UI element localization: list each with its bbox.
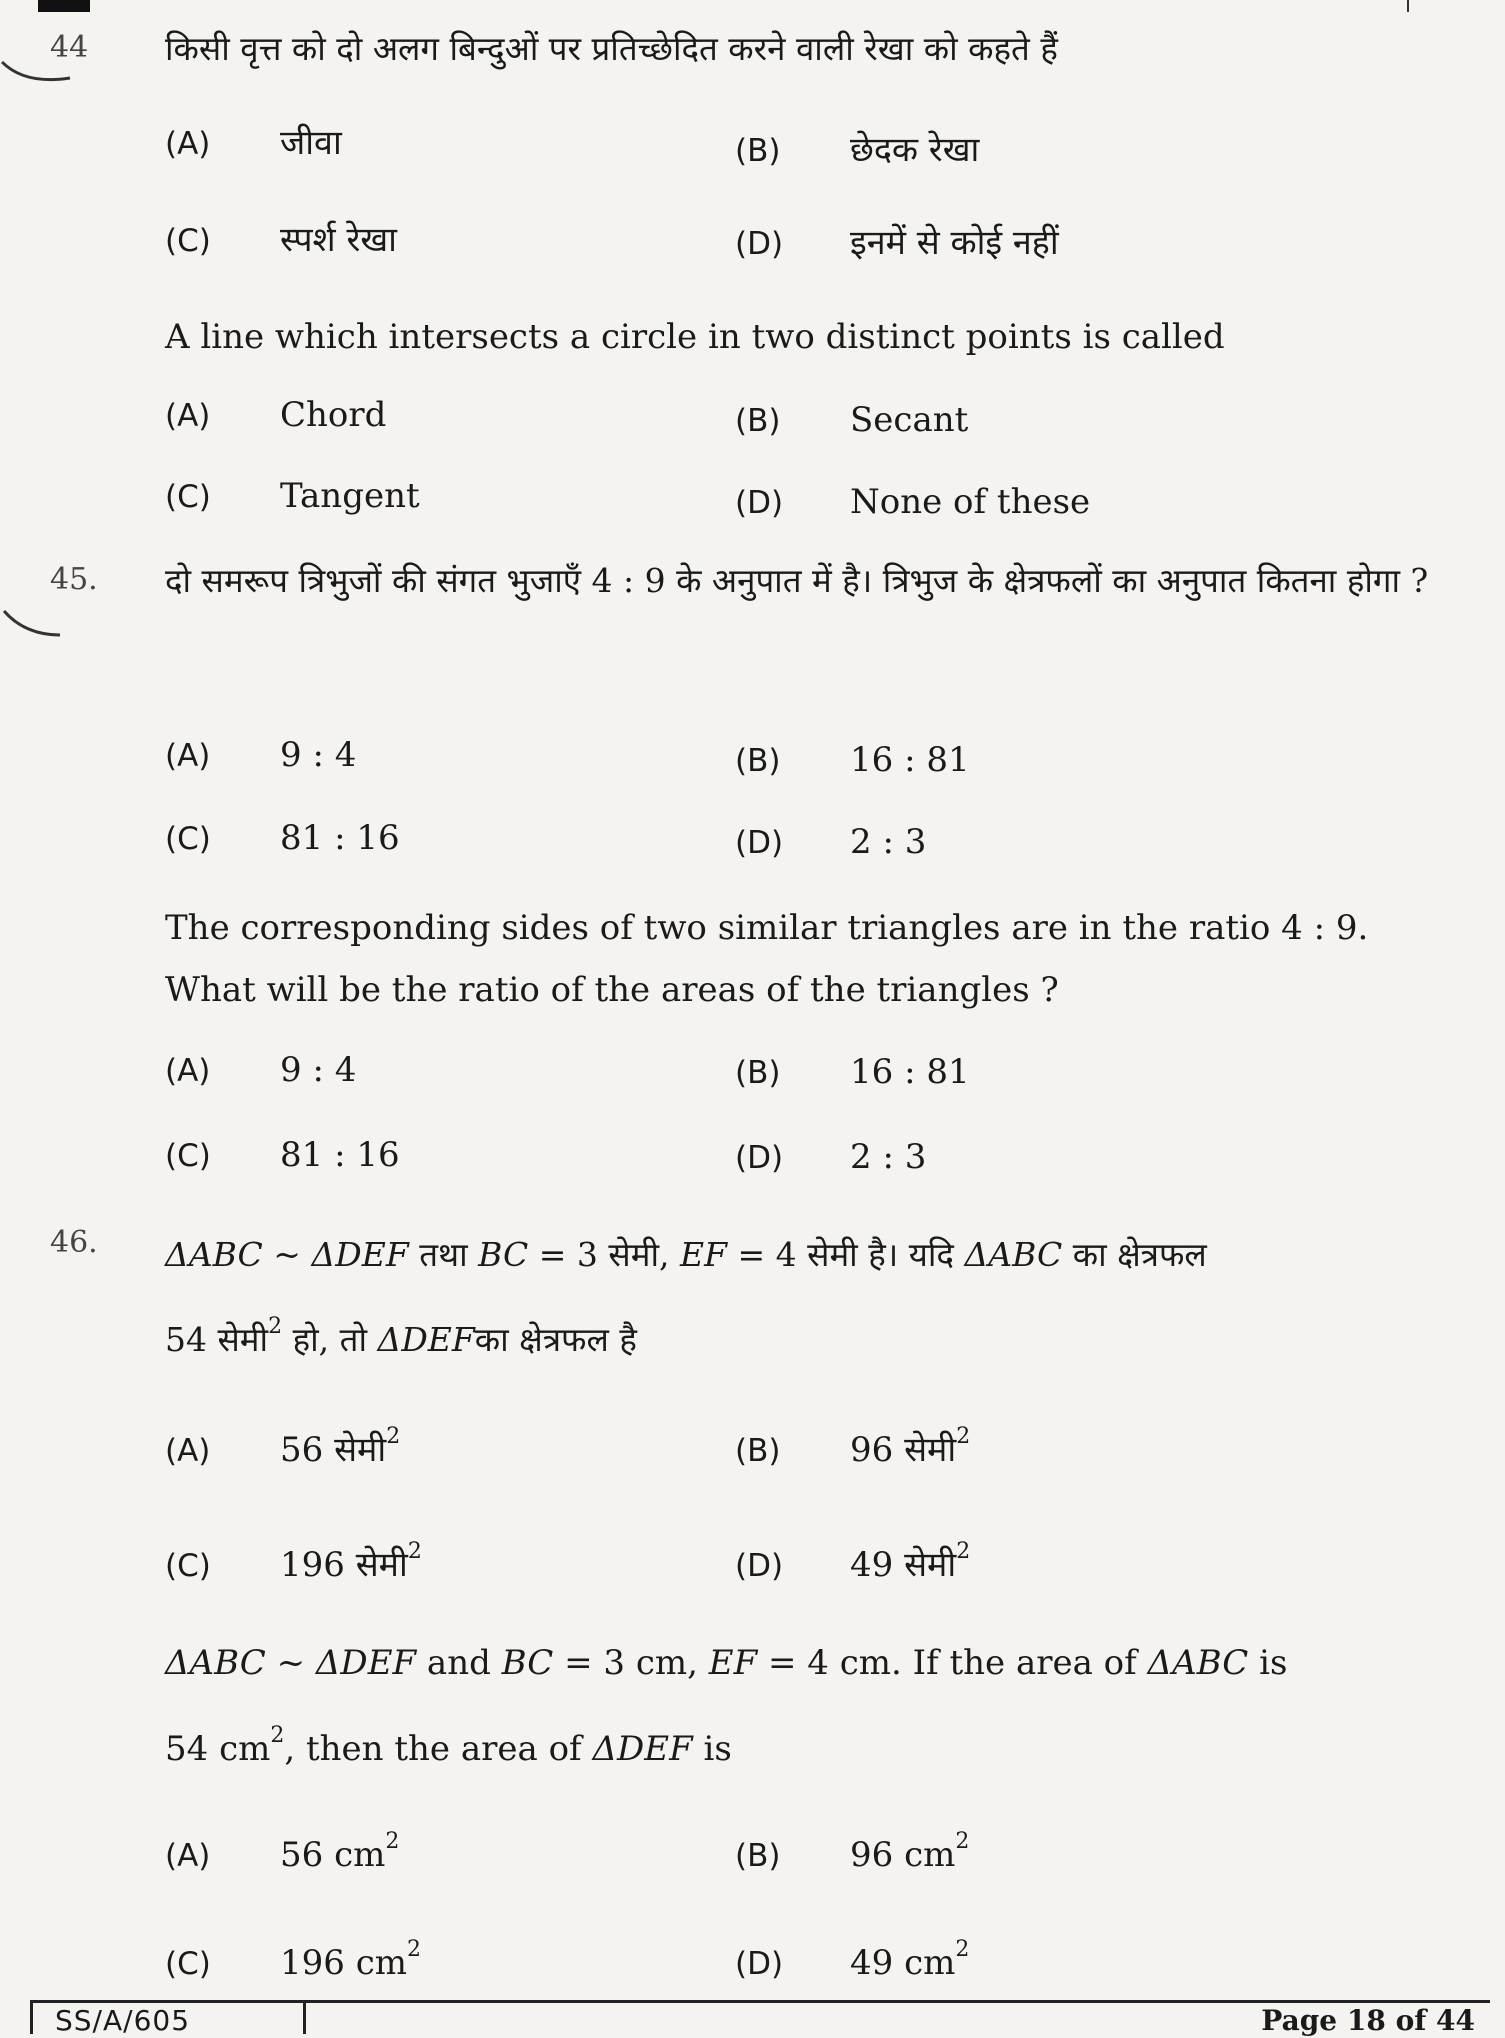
side-bc: BC (478, 1235, 529, 1274)
question-number: 45. (50, 562, 98, 597)
conjunction: तथा (419, 1235, 468, 1274)
option-text: इनमें से कोई नहीं (850, 223, 1059, 263)
conjunction: and (426, 1643, 491, 1683)
option-b-english[interactable] (735, 1829, 970, 1875)
option-label: (C) (165, 1138, 211, 1174)
similar-symbol: ~ (273, 1235, 301, 1274)
option-c-hindi[interactable] (165, 1540, 422, 1586)
option-text: 2 : 3 (850, 1137, 927, 1177)
option-label: (A) (165, 1838, 211, 1874)
side-bc: BC (501, 1643, 554, 1683)
option-label: (A) (165, 1433, 211, 1469)
option-text: 49 सेमी (850, 1545, 957, 1585)
triangle-abc: ΔABC (165, 1643, 266, 1683)
exponent: 2 (270, 1723, 285, 1748)
option-text: 96 cm (850, 1835, 956, 1875)
option-a-english[interactable] (165, 1829, 400, 1875)
then-word: हो, तो (292, 1320, 367, 1359)
area-value: 54 सेमी (165, 1320, 269, 1359)
option-d-hindi[interactable] (735, 822, 926, 862)
option-text: 196 सेमी (280, 1545, 408, 1585)
option-text: जीवा (280, 123, 342, 163)
exponent: 2 (268, 1314, 283, 1339)
option-text: None of these (850, 482, 1091, 522)
exponent: 2 (386, 1424, 401, 1449)
exponent: 2 (955, 1937, 970, 1962)
option-text: 49 cm (850, 1943, 956, 1983)
option-label: (B) (735, 1055, 781, 1091)
exponent: 2 (407, 1937, 421, 1962)
option-label: (C) (165, 1946, 211, 1982)
side-bc-value: = 3 सेमी, (538, 1235, 670, 1274)
option-d-english[interactable] (735, 1137, 926, 1177)
option-d-english[interactable] (735, 1937, 970, 1983)
option-b-hindi[interactable] (735, 740, 970, 780)
option-a-hindi[interactable] (165, 1425, 400, 1471)
option-text: 2 : 3 (850, 822, 927, 862)
option-c-english[interactable] (165, 1937, 421, 1983)
side-ef-value: = 4 सेमी है। यदि (737, 1235, 954, 1274)
exponent: 2 (955, 1829, 970, 1854)
option-label: (D) (735, 485, 784, 521)
triangle-def: ΔDEF (311, 1235, 409, 1274)
option-text: 196 cm (280, 1943, 407, 1983)
option-value (280, 1829, 400, 1875)
option-d-hindi[interactable] (735, 1540, 970, 1586)
option-c-english[interactable] (165, 1135, 400, 1175)
then-word: , then the area of (284, 1729, 582, 1769)
triangle-abc: ΔABC (964, 1235, 1063, 1274)
option-value (280, 1540, 422, 1586)
option-label: (C) (165, 223, 211, 259)
option-label: (C) (165, 1548, 211, 1584)
option-c-english[interactable] (165, 476, 420, 516)
similar-symbol: ~ (276, 1643, 306, 1683)
question-number: 46. (50, 1225, 98, 1260)
side-bc-value: = 3 cm, (564, 1643, 698, 1683)
triangle-abc: ΔABC (165, 1235, 263, 1274)
option-text: Tangent (280, 476, 420, 516)
triangle-def: ΔDEF (377, 1320, 475, 1359)
exponent: 2 (385, 1829, 400, 1854)
option-b-english[interactable] (735, 400, 968, 440)
triangle-abc: ΔABC (1147, 1643, 1249, 1683)
side-ef-value: = 4 cm. If the area of (768, 1643, 1137, 1683)
option-a-hindi[interactable] (165, 118, 342, 164)
option-label: (B) (735, 1433, 781, 1469)
option-label: (A) (165, 126, 211, 162)
stem-tail: is (703, 1729, 732, 1769)
option-c-hindi[interactable] (165, 215, 397, 261)
option-text: 96 सेमी (850, 1430, 957, 1470)
page-footer (0, 2000, 1505, 2037)
option-text: Secant (850, 400, 969, 440)
option-label: (D) (735, 825, 784, 861)
paper-code: SS/A/605 (55, 2004, 191, 2037)
option-label: (C) (165, 821, 211, 857)
option-value (280, 1937, 421, 1983)
option-b-hindi[interactable] (735, 1425, 970, 1471)
question-stem-english: A line which intersects a circle in two distinct points is called (165, 317, 1225, 357)
option-b-hindi[interactable] (735, 125, 979, 171)
area-word: का क्षेत्रफल (1072, 1235, 1207, 1274)
option-text: 16 : 81 (850, 1052, 970, 1092)
option-text: 81 : 16 (280, 1135, 400, 1175)
option-label: (D) (735, 1946, 784, 1982)
option-label: (D) (735, 226, 784, 262)
option-text: 56 cm (280, 1835, 386, 1875)
option-d-english[interactable] (735, 482, 1090, 522)
header-tick-mark (1407, 0, 1409, 12)
option-a-english[interactable] (165, 395, 386, 435)
option-text: छेदक रेखा (850, 130, 980, 170)
option-label: (A) (165, 738, 211, 774)
option-label: (B) (735, 133, 781, 169)
option-text: स्पर्श रेखा (280, 220, 397, 260)
exponent: 2 (407, 1539, 422, 1564)
side-ef: EF (680, 1235, 728, 1274)
option-text: 81 : 16 (280, 818, 400, 858)
option-c-hindi[interactable] (165, 818, 400, 858)
option-value (850, 1937, 970, 1983)
option-label: (A) (165, 1053, 211, 1089)
pen-mark-45 (0, 605, 80, 645)
option-label: (D) (735, 1548, 784, 1584)
is-word: is (1259, 1643, 1288, 1683)
option-value (850, 1540, 970, 1586)
question-stem-english: The corresponding sides of two similar triangles are in the ratio 4 : 9. What will be the ratio of the areas of the triangles ? (165, 908, 1369, 1010)
option-text: 9 : 4 (280, 735, 357, 775)
question-stem-english (165, 1620, 1455, 1792)
page-number: Page 18 of 44 (1261, 2004, 1475, 2037)
option-label: (A) (165, 398, 211, 434)
option-b-english[interactable] (735, 1052, 970, 1092)
option-a-english[interactable] (165, 1050, 356, 1090)
question-number: 44 (50, 30, 89, 65)
option-value (280, 1425, 400, 1471)
triangle-def: ΔDEF (592, 1729, 693, 1769)
option-value (850, 1829, 970, 1875)
exponent: 2 (956, 1539, 971, 1564)
option-a-hindi[interactable] (165, 735, 356, 775)
option-value (850, 1425, 970, 1471)
exponent: 2 (956, 1424, 971, 1449)
option-text: 56 सेमी (280, 1430, 387, 1470)
area-value: 54 cm (165, 1729, 271, 1769)
option-text: 16 : 81 (850, 740, 970, 780)
question-stem-hindi (165, 1212, 1455, 1382)
option-text: Chord (280, 395, 387, 435)
stem-tail: का क्षेत्रफल है (474, 1320, 637, 1359)
side-ef: EF (708, 1643, 758, 1683)
question-stem-hindi: किसी वृत्त को दो अलग बिन्दुओं पर प्रतिच्छेदित करने वाली रेखा को कहते हैं (165, 29, 1058, 68)
option-label: (C) (165, 479, 211, 515)
triangle-def: ΔDEF (315, 1643, 417, 1683)
option-label: (D) (735, 1140, 784, 1176)
option-text: 9 : 4 (280, 1050, 357, 1090)
option-label: (B) (735, 743, 781, 779)
option-label: (B) (735, 1838, 781, 1874)
option-label: (B) (735, 403, 781, 439)
header-tab-mark (38, 0, 90, 12)
option-d-hindi[interactable] (735, 218, 1059, 264)
question-stem-hindi: दो समरूप त्रिभुजों की संगत भुजाएँ 4 : 9 के अनुपात में है। त्रिभुज के क्षेत्रफलों का अनुपात कितना होगा ? (165, 561, 1429, 600)
